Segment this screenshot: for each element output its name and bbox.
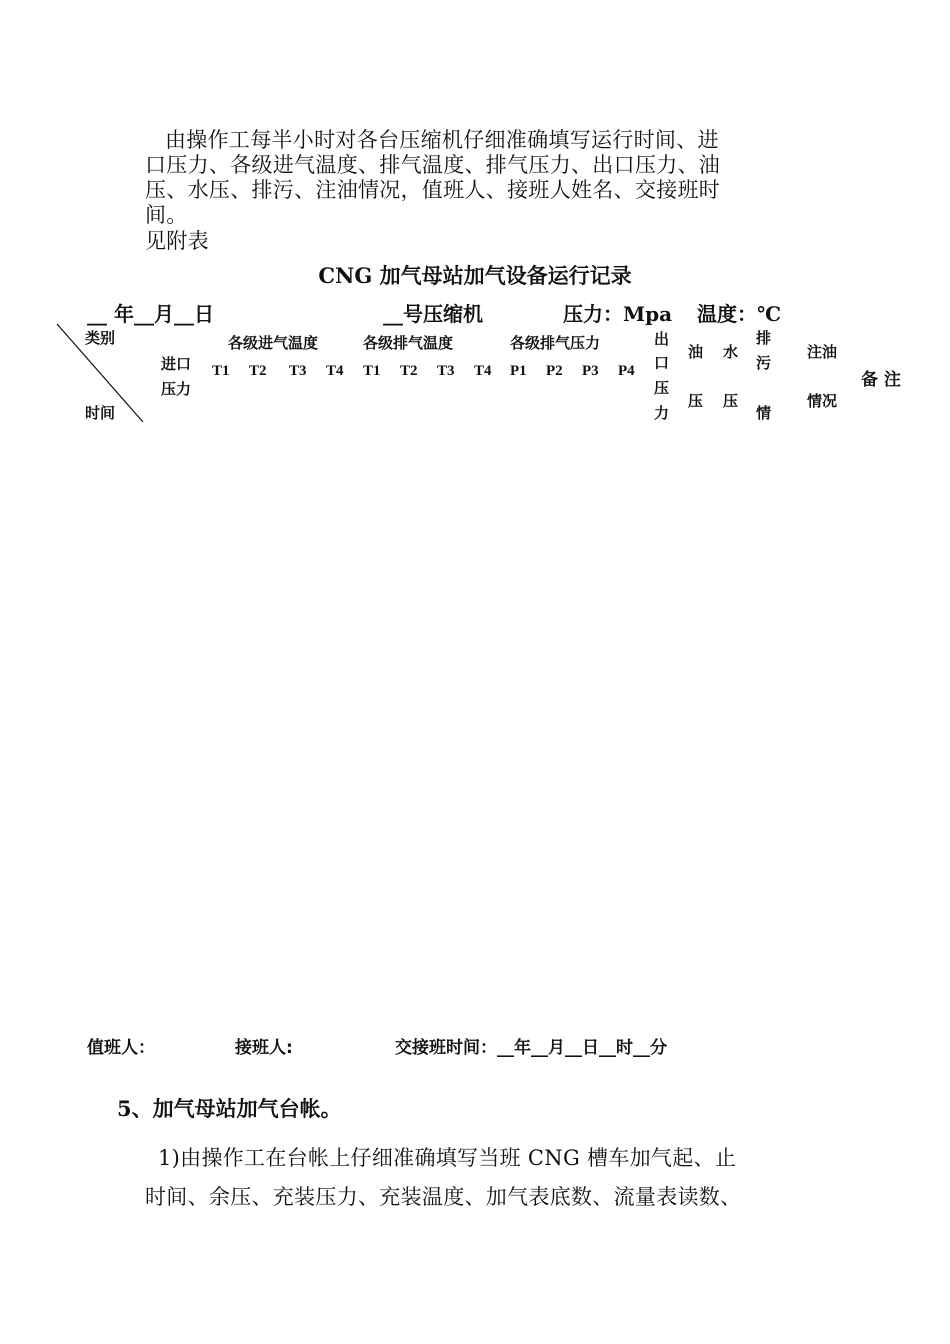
intro-line-4: 间。: [145, 203, 188, 227]
col-exhaust-pressure-group: 各级排气压力: [510, 334, 601, 352]
col-exhaust-p3: P3: [582, 363, 599, 379]
col-intake-t1: T1: [212, 363, 230, 379]
col-inlet-1: 进口: [161, 355, 192, 373]
form-title: CNG 加气母站加气设备运行记录: [318, 263, 632, 288]
col-blowdown-3: 情: [756, 404, 772, 422]
col-exhaust-p1: P1: [510, 363, 527, 379]
section-5-line-2: 时间、余压、充装压力、充装温度、加气表底数、流量表读数、: [145, 1185, 742, 1209]
col-exhaust-t1: T1: [363, 363, 381, 379]
col-exhaust-t2: T2: [400, 363, 418, 379]
col-exhaust-p2: P2: [546, 363, 563, 379]
section-5-line-1: 1)由操作工在台帐上仔细准确填写当班 CNG 槽车加气起、止: [158, 1146, 737, 1170]
col-outlet-2: 口: [654, 354, 670, 372]
col-category: 类别: [85, 329, 116, 347]
intro-see-attached: 见附表: [145, 229, 209, 253]
col-intake-temp-group: 各级进气温度: [228, 334, 319, 352]
col-oil-pressure-2: 压: [688, 392, 704, 410]
col-exhaust-t4: T4: [474, 363, 492, 379]
col-intake-t4: T4: [326, 363, 344, 379]
form-date-label: __ 年__月__日: [87, 302, 214, 326]
col-blowdown-2: 污: [756, 354, 772, 372]
col-exhaust-temp-group: 各级排气温度: [363, 334, 454, 352]
intro-line-2: 口压力、各级进气温度、排气温度、排气压力、出口压力、油: [145, 153, 721, 177]
col-exhaust-t3: T3: [437, 363, 455, 379]
section-5-heading: 5、加气母站加气台帐。: [117, 1096, 342, 1121]
col-oil-pressure-1: 油: [688, 343, 704, 361]
col-intake-t3: T3: [289, 363, 307, 379]
footer-on-duty: 值班人：: [87, 1038, 155, 1058]
col-water-pressure-1: 水: [723, 343, 739, 361]
col-oil-injection-2: 情况: [807, 392, 838, 410]
col-water-pressure-2: 压: [723, 392, 739, 410]
col-outlet-3: 压: [654, 379, 670, 397]
col-intake-t2: T2: [249, 363, 267, 379]
col-remarks: 备 注: [861, 370, 901, 390]
col-blowdown-1: 排: [756, 329, 772, 347]
intro-line-3: 压、水压、排污、注油情况，值班人、接班人姓名、交接班时: [145, 178, 721, 202]
intro-line-1: 由操作工每半小时对各台压缩机仔细准确填写运行时间、进: [165, 128, 719, 152]
col-oil-injection-1: 注油: [807, 343, 838, 361]
form-pressure-label: 压力：Mpa: [563, 302, 673, 326]
col-inlet-2: 压力: [161, 380, 192, 398]
footer-handover-time: 交接班时间：__年__月__日__时__分: [395, 1038, 667, 1058]
col-time: 时间: [85, 404, 116, 422]
col-outlet-4: 力: [654, 404, 670, 422]
footer-successor: 接班人:: [235, 1038, 293, 1058]
col-outlet-1: 出: [654, 330, 670, 348]
form-temperature-label: 温度：℃: [697, 302, 781, 326]
col-exhaust-p4: P4: [618, 363, 635, 379]
form-compressor-label: __号压缩机: [383, 302, 483, 326]
